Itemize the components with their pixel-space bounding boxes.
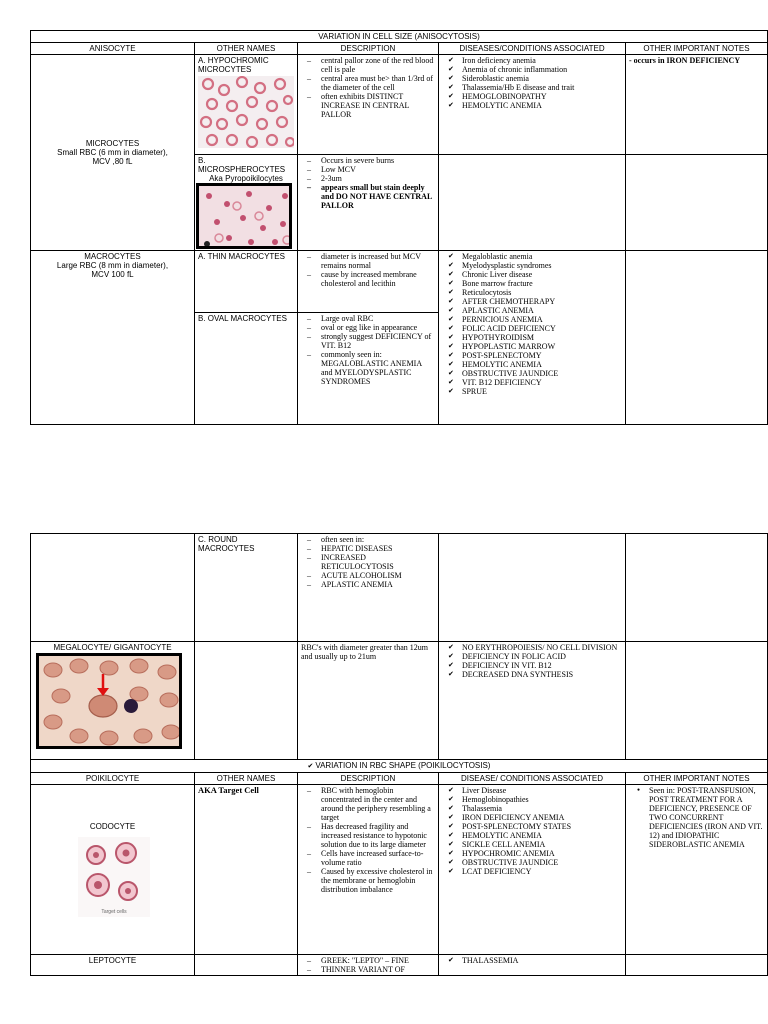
- header-other-names: OTHER NAMES: [195, 43, 298, 55]
- macrocytes-name: MACROCYTES: [84, 252, 141, 261]
- oval-desc-2: – oval or egg like in appearance: [321, 323, 435, 332]
- mega-disease-1: ✔ NO ERYTHROPOIESIS/ NO CELL DIVISION: [462, 643, 622, 652]
- leptocyte-description: [298, 955, 439, 976]
- macro-disease-10: ✔ HYPOTHYROIDISM: [462, 333, 622, 342]
- microcytes-name: MICROCYTES: [85, 139, 140, 148]
- macro-disease-6: ✔ AFTER CHEMOTHERAPY: [462, 297, 622, 306]
- thin-macrocytes-name: A. THIN MACROCYTES: [195, 251, 298, 313]
- thin-macrocytes-description: [298, 251, 439, 313]
- microspherocytes-notes: [626, 155, 768, 251]
- codo-desc-1: – RBC with hemoglobin concentrated in the center and around the periphery resembling a target: [321, 786, 435, 822]
- codocyte-description: [298, 785, 439, 955]
- microcytes-mcv: MCV ,80 fL: [92, 157, 133, 166]
- microspherocytes-cell: [195, 155, 298, 251]
- macro-disease-16: ✔ SPRUE: [462, 387, 622, 396]
- round-desc-5: – APLASTIC ANEMIA: [321, 580, 435, 589]
- microspherocytes-name: B. MICROSPHEROCYTES: [198, 156, 286, 174]
- codocyte-cell: [31, 785, 195, 955]
- oval-macrocytes-description: [298, 313, 439, 425]
- macrocytes-cell: [31, 251, 195, 425]
- macro-disease-14: ✔ OBSTRUCTIVE JAUNDICE: [462, 369, 622, 378]
- check-icon: ✔: [307, 763, 316, 770]
- codo-desc-2: – Has decreased fragility and increased resistance to hypotonic solution due to its large diameter: [321, 822, 435, 849]
- macro-disease-13: ✔ HEMOLYTIC ANEMIA: [462, 360, 622, 369]
- header-anisocyte: ANISOCYTE: [31, 43, 195, 55]
- poikilocytosis-title-text: VARIATION IN RBC SHAPE (POIKILOCYTOSIS): [315, 761, 491, 770]
- codo-disease-10: ✔ LCAT DEFICIENCY: [462, 867, 622, 876]
- codo-note-1: ● Seen in: POST-TRANSFUSION, POST TREATMENT FOR A DEFICIENCY, PRESENCE OF TWO CONCURRENT DEFICIENCIES (IRON AND VIT. 12) and IDIOPATHIC SIDEROBLASTIC ANEMIA: [649, 786, 764, 849]
- codocyte-notes: [626, 785, 768, 955]
- codocyte-micrograph: [78, 837, 150, 917]
- lepto-desc-1: – GREEK: "LEPTO" – FINE: [321, 956, 435, 965]
- mega-disease-3: ✔ DEFICIENCY IN VIT. B12: [462, 661, 622, 670]
- round-empty-cell: [31, 534, 195, 642]
- oval-macrocytes-name: B. OVAL MACROCYTES: [195, 313, 298, 425]
- macro-disease-2: ✔ Myelodysplastic syndromes: [462, 261, 622, 270]
- round-desc-2: – HEPATIC DISEASES: [321, 544, 435, 553]
- macro-disease-11: ✔ HYPOPLASTIC MARROW: [462, 342, 622, 351]
- codocyte-diseases: [439, 785, 626, 955]
- thin-desc-1: – diameter is increased but MCV remains normal: [321, 252, 435, 270]
- round-notes: [626, 534, 768, 642]
- codo-disease-4: ✔ IRON DEFICIENCY ANEMIA: [462, 813, 622, 822]
- codo-disease-1: ✔ Liver Disease: [462, 786, 622, 795]
- macro-disease-12: ✔ POST-SPLENECTOMY: [462, 351, 622, 360]
- sphero-desc-1: – Occurs in severe burns: [321, 156, 435, 165]
- header-other-names-2: OTHER NAMES: [195, 773, 298, 785]
- lepto-disease-1: ✔ THALASSEMIA: [462, 956, 622, 965]
- codocyte-image-caption: Target cells: [101, 909, 127, 915]
- macro-disease-3: ✔ Chronic Liver disease: [462, 270, 622, 279]
- hypo-desc-1: – central pallor zone of the red blood cell is pale: [321, 56, 435, 74]
- codocyte-name: CODOCYTE: [89, 822, 136, 831]
- hypochromic-description: [298, 55, 439, 155]
- codo-desc-3: – Cells have increased surface-to-volume ratio: [321, 849, 435, 867]
- thin-desc-2: – cause by increased membrane cholesterol and lecithin: [321, 270, 435, 288]
- header-diseases-2: DISEASE/ CONDITIONS ASSOCIATED: [439, 773, 626, 785]
- codo-disease-5: ✔ POST-SPLENECTOMY STATES: [462, 822, 622, 831]
- codo-desc-4: – Caused by excessive cholesterol in the membrane or hemoglobin distribution imbalance: [321, 867, 435, 894]
- hypochromic-cell: [195, 55, 298, 155]
- header-notes-2: OTHER IMPORTANT NOTES: [626, 773, 768, 785]
- header-description: DESCRIPTION: [298, 43, 439, 55]
- megalocyte-other-names: [195, 642, 298, 760]
- mega-disease-2: ✔ DEFICIENCY IN FOLIC ACID: [462, 652, 622, 661]
- megalocyte-name: MEGALOCYTE/ GIGANTOCYTE: [53, 643, 172, 652]
- microcytes-desc: Small RBC (6 mm in diameter),: [57, 148, 168, 157]
- oval-desc-1: – Large oval RBC: [321, 314, 435, 323]
- macro-disease-15: ✔ VIT. B12 DEFICIENCY: [462, 378, 622, 387]
- header-description-2: DESCRIPTION: [298, 773, 439, 785]
- anisocytosis-table: [30, 30, 768, 425]
- codo-disease-3: ✔ Thalassemia: [462, 804, 622, 813]
- microspherocytes-diseases: [439, 155, 626, 251]
- macro-disease-4: ✔ Bone marrow fracture: [462, 279, 622, 288]
- hypo-disease-1: ✔ Iron deficiency anemia: [462, 56, 622, 65]
- sphero-desc-4: – appears small but stain deeply and DO NOT HAVE CENTRAL PALLOR: [321, 183, 435, 210]
- leptocyte-diseases: [439, 955, 626, 976]
- hypochromic-notes: - occurs in IRON DEFICIENCY: [626, 55, 768, 155]
- leptocyte-other-names: [195, 955, 298, 976]
- poikilocytosis-title: [31, 760, 768, 773]
- microspherocytes-micrograph: [196, 183, 292, 249]
- hypo-disease-6: ✔ HEMOLYTIC ANEMIA: [462, 101, 622, 110]
- sphero-desc-2: – Low MCV: [321, 165, 435, 174]
- codo-disease-9: ✔ OBSTRUCTIVE JAUNDICE: [462, 858, 622, 867]
- oval-desc-3: – strongly suggest DEFICIENCY of VIT. B12: [321, 332, 435, 350]
- hypochromic-name: A. HYPOCHROMIC MICROCYTES: [198, 56, 269, 74]
- microcytes-cell: [31, 55, 195, 251]
- macro-disease-5: ✔ Reticulocytosis: [462, 288, 622, 297]
- lepto-desc-2: – THINNER VARIANT OF: [321, 965, 435, 974]
- oval-desc-4: – commonly seen in: MEGALOBLASTIC ANEMIA and MYELODYSPLASTIC SYNDROMES: [321, 350, 435, 386]
- leptocyte-notes: [626, 955, 768, 976]
- sphero-desc-3: – 2-3um: [321, 174, 435, 183]
- hypo-desc-3: – often exhibits DISTINCT INCREASE IN CENTRAL PALLOR: [321, 92, 435, 119]
- leptocyte-name: LEPTOCYTE: [31, 955, 195, 976]
- microspherocytes-aka: Aka Pyropoikilocytes: [209, 174, 283, 183]
- codo-disease-8: ✔ HYPOCHROMIC ANEMIA: [462, 849, 622, 858]
- macro-disease-7: ✔ APLASTIC ANEMIA: [462, 306, 622, 315]
- header-diseases: DISEASES/CONDITIONS ASSOCIATED: [439, 43, 626, 55]
- macrocytes-notes: [626, 251, 768, 425]
- round-desc-4: – ACUTE ALCOHOLISM: [321, 571, 435, 580]
- hypo-disease-2: ✔ Anemia of chronic inflammation: [462, 65, 622, 74]
- microspherocytes-description: [298, 155, 439, 251]
- hypochromic-micrograph: [198, 76, 294, 148]
- round-desc-1: – often seen in:: [321, 535, 435, 544]
- continuation-table: [30, 533, 768, 976]
- hypo-disease-5: ✔ HEMOGLOBINOPATHY: [462, 92, 622, 101]
- macro-disease-9: ✔ FOLIC ACID DEFICIENCY: [462, 324, 622, 333]
- macro-disease-1: ✔ Megaloblastic anemia: [462, 252, 622, 261]
- megalocyte-notes: [626, 642, 768, 760]
- hypochromic-diseases: [439, 55, 626, 155]
- macrocytes-desc: Large RBC (8 mm in diameter),: [56, 261, 169, 270]
- megalocyte-micrograph: [36, 653, 182, 749]
- hypo-disease-3: ✔ Sideroblastic anemia: [462, 74, 622, 83]
- round-desc-3: – INCREASED RETICULOCYTOSIS: [321, 553, 435, 571]
- codo-disease-2: ✔ Hemoglobinopathies: [462, 795, 622, 804]
- table-title: VARIATION IN CELL SIZE (ANISOCYTOSIS): [31, 31, 768, 43]
- macrocytes-mcv: MCV 100 fL: [91, 270, 134, 279]
- header-notes: OTHER IMPORTANT NOTES: [626, 43, 768, 55]
- macrocytes-diseases: [439, 251, 626, 425]
- megalocyte-description: RBC's with diameter greater than 12um and usually up to 21um: [298, 642, 439, 760]
- mega-disease-4: ✔ DECREASED DNA SYNTHESIS: [462, 670, 622, 679]
- round-macrocytes-description: [298, 534, 439, 642]
- round-macrocytes-name: C. ROUND MACROCYTES: [195, 534, 298, 642]
- macro-disease-8: ✔ PERNICIOUS ANEMIA: [462, 315, 622, 324]
- codo-disease-7: ✔ SICKLE CELL ANEMIA: [462, 840, 622, 849]
- megalocyte-diseases: [439, 642, 626, 760]
- megalocyte-cell: [31, 642, 195, 760]
- hypo-disease-4: ✔ Thalassemia/Hb E disease and trait: [462, 83, 622, 92]
- round-diseases: [439, 534, 626, 642]
- header-poikilocyte: POIKILOCYTE: [31, 773, 195, 785]
- codo-disease-6: ✔ HEMOLYTIC ANEMIA: [462, 831, 622, 840]
- hypo-desc-2: – central area must be> than 1/3rd of the diameter of the cell: [321, 74, 435, 92]
- codocyte-aka: AKA Target Cell: [195, 785, 298, 955]
